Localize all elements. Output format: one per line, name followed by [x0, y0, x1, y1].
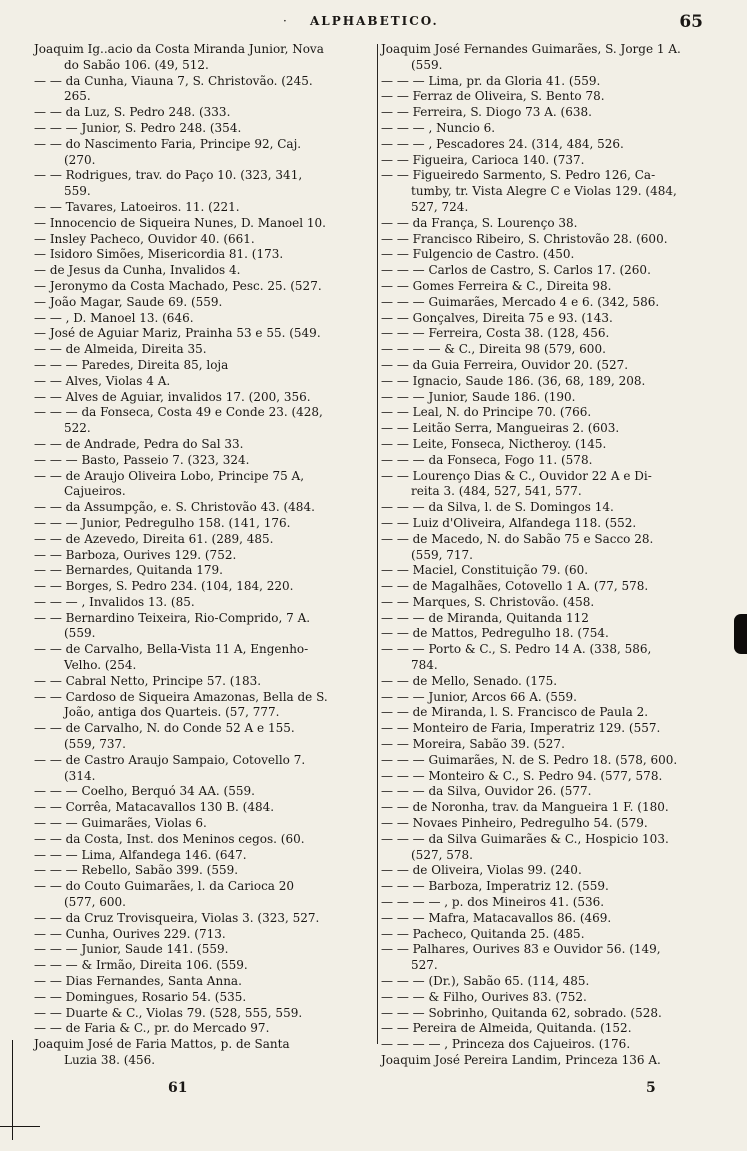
entry-text: — — — Mafra, Matacavallos 86. (469.: [381, 910, 612, 925]
entry-text: — — da Assumpção, e. S. Christovão 43. (484.: [34, 500, 315, 515]
directory-entry: [34, 1037, 377, 1069]
directory-entry: [381, 263, 709, 279]
directory-entry: [381, 911, 709, 927]
directory-entry: [381, 216, 709, 232]
directory-entry: [34, 200, 377, 216]
entry-text: — — Rodrigues, trav. do Paço 10. (323, 341,: [34, 168, 303, 183]
entry-text: — — de Carvalho, N. do Conde 52 A e 155.: [34, 721, 295, 736]
directory-entry: [381, 674, 709, 690]
left-column: [34, 42, 377, 1069]
directory-entry: [34, 848, 377, 864]
directory-entry: [381, 690, 709, 706]
entry-text: — — de Noronha, trav. da Mangueira 1 F. (180.: [381, 800, 669, 815]
entry-text: — — da França, S. Lourenço 38.: [381, 215, 578, 230]
entry-continuation: (559, 717.: [411, 547, 473, 562]
entry-continuation: (559, 737.: [64, 737, 126, 752]
entry-text: — — — Junior, Arcos 66 A. (559.: [381, 689, 577, 704]
entry-text: Joaquim José Fernandes Guimarães, S. Jorge 1 A.: [381, 42, 681, 56]
entry-text: — — Palhares, Ourives 83 e Ouvidor 56. (149,: [381, 942, 661, 957]
entry-text: — — Ignacio, Saude 186. (36, 68, 189, 208.: [381, 373, 646, 388]
entry-text: — — Ferreira, S. Diogo 73 A. (638.: [381, 105, 592, 120]
entry-text: — — da Costa, Inst. dos Meninos cegos. (60.: [34, 831, 305, 846]
entry-text: — — de Castro Araujo Sampaio, Cotovello 7.: [34, 752, 306, 767]
entry-text: — — — Guimarães, Mercado 4 e 6. (342, 586.: [381, 294, 660, 309]
directory-entry: [34, 816, 377, 832]
directory-entry: [34, 800, 377, 816]
entry-continuation: Velho. (254.: [64, 658, 137, 673]
entry-text: — — Cunha, Ourives 229. (713.: [34, 926, 226, 941]
directory-entry: [381, 311, 709, 327]
entry-text: — — Luiz d'Oliveira, Alfandega 118. (552.: [381, 515, 637, 530]
directory-entry: [34, 642, 377, 674]
entry-continuation: 527.: [411, 958, 438, 973]
directory-entry: [381, 721, 709, 737]
entry-text: — — de Macedo, N. do Sabão 75 e Sacco 28.: [381, 531, 654, 546]
entry-text: — — de Almeida, Direita 35.: [34, 342, 207, 357]
entry-text: — — de Azevedo, Direita 61. (289, 485.: [34, 531, 274, 546]
entry-continuation: tumby, tr. Vista Alegre C e Violas 129. (484,: [411, 184, 677, 199]
page-number: 65: [679, 12, 703, 32]
directory-entry: [381, 990, 709, 1006]
entry-text: — — de Araujo Oliveira Lobo, Principe 75 A,: [34, 468, 305, 483]
entry-continuation: (559.: [64, 626, 96, 641]
directory-entry: [381, 800, 709, 816]
entry-text: — — Cabral Netto, Principe 57. (183.: [34, 673, 262, 688]
entry-continuation: 559.: [64, 184, 91, 199]
entry-text: — — Corrêa, Matacavallos 130 B. (484.: [34, 800, 275, 815]
entry-text: — — Gomes Ferreira & C., Direita 98.: [381, 278, 612, 293]
directory-entry: [381, 769, 709, 785]
directory-entry: [34, 121, 377, 137]
ink-blot: [734, 614, 747, 654]
directory-entry: [34, 137, 377, 169]
entry-text: — Isidoro Simões, Misericordia 81. (173.: [34, 247, 284, 262]
margin-tick: [0, 1126, 40, 1127]
entry-text: — — Marques, S. Christovão. (458.: [381, 594, 595, 609]
entry-text: — — Novaes Pinheiro, Pedregulho 54. (579.: [381, 816, 648, 831]
directory-entry: [34, 500, 377, 516]
entry-text: Joaquim Ig..acio da Costa Miranda Junior, Nova: [34, 42, 324, 56]
directory-entry: [34, 263, 377, 279]
directory-entry: [381, 342, 709, 358]
entry-text: — — — da Silva, l. de S. Domingos 14.: [381, 500, 614, 515]
directory-entry: [34, 405, 377, 437]
entry-text: — — — da Silva Guimarães & C., Hospicio 103.: [381, 831, 669, 846]
directory-entry: [381, 42, 709, 74]
entry-text: — — — Lima, pr. da Gloria 41. (559.: [381, 73, 601, 88]
entry-text: — — — Ferreira, Costa 38. (128, 456.: [381, 326, 610, 341]
entry-text: — — de Magalhães, Cotovello 1 A. (77, 578.: [381, 579, 649, 594]
directory-entry: [381, 611, 709, 627]
entry-text: — — — Lima, Alfandega 146. (647.: [34, 847, 247, 862]
directory-entry: [34, 753, 377, 785]
directory-entry: [381, 500, 709, 516]
directory-entry: [381, 942, 709, 974]
directory-entry: [34, 1021, 377, 1037]
directory-entry: [34, 990, 377, 1006]
entry-continuation: 522.: [64, 421, 91, 436]
directory-entry: [34, 247, 377, 263]
directory-entry: [34, 958, 377, 974]
entry-continuation: (559.: [411, 57, 443, 72]
entry-text: — — da Luz, S. Pedro 248. (333.: [34, 105, 231, 120]
entry-text: — — — Monteiro & C., S. Pedro 94. (577, 578.: [381, 768, 663, 783]
right-column: [381, 42, 709, 1069]
directory-entry: [34, 168, 377, 200]
directory-entry: [381, 863, 709, 879]
signature-mark-left: 61: [168, 1080, 188, 1096]
directory-entry: [381, 705, 709, 721]
directory-entry: [381, 74, 709, 90]
entry-text: — — — Rebello, Sabão 399. (559.: [34, 863, 239, 878]
directory-entry: [34, 863, 377, 879]
directory-entry: [381, 737, 709, 753]
entry-text: — — — Barboza, Imperatriz 12. (559.: [381, 879, 609, 894]
column-divider: [377, 44, 378, 1044]
directory-entry: [34, 927, 377, 943]
entry-text: — — — , Invalidos 13. (85.: [34, 594, 195, 609]
directory-entry: [381, 642, 709, 674]
entry-text: — — — — & C., Direita 98 (579, 600.: [381, 342, 606, 357]
directory-entry: [34, 74, 377, 106]
directory-entry: [381, 895, 709, 911]
entry-text: — — — & Filho, Ourives 83. (752.: [381, 989, 587, 1004]
directory-entry: [34, 611, 377, 643]
entry-text: — — — (Dr.), Sabão 65. (114, 485.: [381, 974, 590, 989]
entry-text: — — Duarte & C., Violas 79. (528, 555, 559.: [34, 1005, 303, 1020]
entry-continuation: do Sabão 106. (49, 512.: [64, 57, 209, 72]
directory-entry: [381, 326, 709, 342]
directory-entry: [381, 579, 709, 595]
entry-text: — — — Sobrinho, Quitanda 62, sobrado. (528.: [381, 1005, 662, 1020]
margin-rule: [12, 1040, 13, 1140]
directory-entry: [34, 326, 377, 342]
directory-entry: [381, 405, 709, 421]
entry-continuation: 527, 724.: [411, 199, 469, 214]
directory-entry: [34, 390, 377, 406]
directory-entry: [381, 595, 709, 611]
entry-text: — João Magar, Saude 69. (559.: [34, 294, 223, 309]
directory-entry: [34, 342, 377, 358]
directory-entry: [381, 168, 709, 215]
entry-text: — — do Nascimento Faria, Principe 92, Caj.: [34, 136, 302, 151]
directory-entry: [381, 279, 709, 295]
entry-text: — — Monteiro de Faria, Imperatriz 129. (557.: [381, 721, 661, 736]
directory-entry: [381, 137, 709, 153]
directory-entry: [34, 105, 377, 121]
entry-text: — — de Carvalho, Bella-Vista 11 A, Engenho-: [34, 642, 309, 657]
entry-text: — — — de Miranda, Quitanda 112: [381, 610, 589, 625]
entry-text: — — — da Fonseca, Costa 49 e Conde 23. (428,: [34, 405, 323, 420]
directory-entry: [381, 1053, 709, 1069]
entry-text: — — — Coelho, Berquó 34 AA. (559.: [34, 784, 255, 799]
directory-entry: [34, 579, 377, 595]
entry-text: — — Maciel, Constituição 79. (60.: [381, 563, 589, 578]
directory-entry: [381, 879, 709, 895]
entry-text: — — Bernardino Teixeira, Rio-Comprido, 7 A.: [34, 610, 311, 625]
signature-mark-right: 5: [646, 1080, 656, 1096]
entry-continuation: João, antiga dos Quarteis. (57, 777.: [64, 705, 280, 720]
directory-entry: [34, 279, 377, 295]
directory-entry: [381, 532, 709, 564]
directory-entry: [381, 153, 709, 169]
entry-text: — Jeronymo da Costa Machado, Pesc. 25. (527.: [34, 278, 322, 293]
directory-entry: [381, 469, 709, 501]
entry-continuation: (270.: [64, 152, 96, 167]
directory-entry: [381, 374, 709, 390]
directory-entry: [34, 42, 377, 74]
directory-entry: [381, 784, 709, 800]
entry-text: — — — Junior, S. Pedro 248. (354.: [34, 120, 242, 135]
entry-text: — — Pacheco, Quitanda 25. (485.: [381, 926, 585, 941]
directory-entry: [34, 563, 377, 579]
entry-text: — — de Miranda, l. S. Francisco de Paula 2.: [381, 705, 649, 720]
entry-text: — — — Porto & C., S. Pedro 14 A. (338, 586,: [381, 642, 652, 657]
entry-text: Joaquim José de Faria Mattos, p. de Santa: [34, 1037, 290, 1052]
entry-text: — — Leitão Serra, Mangueiras 2. (603.: [381, 421, 620, 436]
entry-text: — — — — , p. dos Mineiros 41. (536.: [381, 895, 605, 910]
directory-entry: [34, 974, 377, 990]
directory-entry: [381, 563, 709, 579]
entry-text: — — — Junior, Saude 141. (559.: [34, 942, 229, 957]
entry-text: — José de Aguiar Mariz, Prainha 53 e 55. (549.: [34, 326, 321, 341]
entry-text: — — da Guia Ferreira, Ouvidor 20. (527.: [381, 357, 629, 372]
directory-entry: [34, 832, 377, 848]
directory-entry: [381, 816, 709, 832]
entry-text: — — Cardoso de Siqueira Amazonas, Bella de S.: [34, 689, 328, 704]
directory-entry: [381, 295, 709, 311]
directory-entry: [381, 421, 709, 437]
directory-entry: [34, 721, 377, 753]
entry-text: — — — Paredes, Direita 85, loja: [34, 357, 229, 372]
entry-text: — — Alves de Aguiar, invalidos 17. (200, 356.: [34, 389, 311, 404]
directory-entry: [34, 453, 377, 469]
entry-text: — — Bernardes, Quitanda 179.: [34, 563, 223, 578]
entry-text: — — de Faria & C., pr. do Mercado 97.: [34, 1021, 270, 1036]
entry-text: — — — da Silva, Ouvidor 26. (577.: [381, 784, 592, 799]
entry-text: — — Figueira, Carioca 140. (737.: [381, 152, 585, 167]
entry-text: — — de Mattos, Pedregulho 18. (754.: [381, 626, 609, 641]
entry-text: — — Ferraz de Oliveira, S. Bento 78.: [381, 89, 605, 104]
directory-entry: [381, 232, 709, 248]
directory-entry: [381, 974, 709, 990]
entry-text: — — Pereira de Almeida, Quitanda. (152.: [381, 1021, 632, 1036]
entry-text: — — , D. Manoel 13. (646.: [34, 310, 194, 325]
entry-text: — — de Oliveira, Violas 99. (240.: [381, 863, 582, 878]
directory-entry: [34, 232, 377, 248]
directory-entry: [34, 311, 377, 327]
directory-entry: [34, 469, 377, 501]
directory-entry: [381, 1021, 709, 1037]
entry-text: — Insley Pacheco, Ouvidor 40. (661.: [34, 231, 255, 246]
entry-continuation: 784.: [411, 658, 438, 673]
directory-entry: [34, 595, 377, 611]
entry-text: — — Leite, Fonseca, Nictheroy. (145.: [381, 436, 607, 451]
entry-text: — — Moreira, Sabão 39. (527.: [381, 737, 565, 752]
entry-text: — — Barboza, Ourives 129. (752.: [34, 547, 237, 562]
entry-continuation: reita 3. (484, 527, 541, 577.: [411, 484, 582, 499]
header-mark: ·: [283, 14, 287, 28]
directory-entry: [34, 295, 377, 311]
entry-text: — de Jesus da Cunha, Invalidos 4.: [34, 263, 241, 278]
directory-entry: [34, 358, 377, 374]
entry-text: — — Francisco Ribeiro, S. Christovão 28. (600.: [381, 231, 668, 246]
entry-text: — — — Basto, Passeio 7. (323, 324.: [34, 452, 250, 467]
entry-continuation: Cajueiros.: [64, 484, 126, 499]
entry-continuation: (314.: [64, 768, 96, 783]
directory-entry: [381, 516, 709, 532]
entry-text: — — — & Irmão, Direita 106. (559.: [34, 958, 248, 973]
entry-text: — — Gonçalves, Direita 75 e 93. (143.: [381, 310, 613, 325]
entry-text: — — — Junior, Pedregulho 158. (141, 176.: [34, 515, 291, 530]
entry-text: — — Lourenço Dias & C., Ouvidor 22 A e Di-: [381, 468, 652, 483]
directory-entry: [34, 879, 377, 911]
entry-text: — — — , Nuncio 6.: [381, 120, 496, 135]
entry-text: — — — , Pescadores 24. (314, 484, 526.: [381, 136, 624, 151]
entry-text: — — da Cunha, Viauna 7, S. Christovão. (245.: [34, 73, 313, 88]
directory-entry: [34, 516, 377, 532]
entry-text: — — — da Fonseca, Fogo 11. (578.: [381, 452, 593, 467]
directory-entry: [34, 548, 377, 564]
entry-text: — — de Andrade, Pedra do Sal 33.: [34, 436, 244, 451]
directory-entry: [34, 437, 377, 453]
entry-text: — — Figueiredo Sarmento, S. Pedro 126, Ca-: [381, 168, 656, 183]
entry-text: — — da Cruz Trovisqueira, Violas 3. (323, 527.: [34, 910, 320, 925]
entry-text: — Innocencio de Siqueira Nunes, D. Manoel 10.: [34, 215, 326, 230]
directory-entry: [34, 374, 377, 390]
entry-continuation: Luzia 38. (456.: [64, 1053, 156, 1067]
running-title: ALPHABETICO.: [310, 14, 439, 28]
directory-entry: [381, 247, 709, 263]
directory-entry: [381, 453, 709, 469]
directory-entry: [381, 626, 709, 642]
directory-entry: [381, 390, 709, 406]
directory-entry: [381, 358, 709, 374]
entry-continuation: (527, 578.: [411, 847, 473, 862]
page-header: [0, 12, 747, 36]
directory-entry: [34, 690, 377, 722]
directory-entry: [381, 437, 709, 453]
entry-text: — — — Guimarães, N. de S. Pedro 18. (578, 600.: [381, 752, 678, 767]
directory-entry: [381, 832, 709, 864]
directory-entry: [381, 1006, 709, 1022]
entry-text: — — Domingues, Rosario 54. (535.: [34, 989, 247, 1004]
directory-entry: [34, 532, 377, 548]
directory-entry: [381, 105, 709, 121]
entry-text: — — Borges, S. Pedro 234. (104, 184, 220.: [34, 579, 294, 594]
entry-text: Joaquim José Pereira Landim, Princeza 136 A.: [381, 1053, 661, 1067]
entry-text: — — Alves, Violas 4 A.: [34, 373, 171, 388]
entry-text: — — Dias Fernandes, Santa Anna.: [34, 974, 242, 989]
entry-text: — — do Couto Guimarães, l. da Carioca 20: [34, 879, 295, 894]
directory-entry: [381, 753, 709, 769]
entry-continuation: 265.: [64, 89, 91, 104]
entry-continuation: (577, 600.: [64, 895, 126, 910]
directory-entry: [381, 927, 709, 943]
entry-text: — — Leal, N. do Principe 70. (766.: [381, 405, 592, 420]
entry-text: — — — Guimarães, Violas 6.: [34, 816, 207, 831]
directory-entry: [34, 216, 377, 232]
directory-entry: [34, 1006, 377, 1022]
directory-entry: [34, 674, 377, 690]
directory-entry: [34, 784, 377, 800]
entry-text: — — — Carlos de Castro, S. Carlos 17. (260.: [381, 263, 651, 278]
directory-entry: [34, 942, 377, 958]
directory-entry: [381, 89, 709, 105]
directory-entry: [381, 1037, 709, 1053]
entry-text: — — — — , Princeza dos Cajueiros. (176.: [381, 1037, 631, 1052]
entry-text: — — — Junior, Saude 186. (190.: [381, 389, 576, 404]
directory-entry: [381, 121, 709, 137]
entry-text: — — de Mello, Senado. (175.: [381, 673, 558, 688]
entry-text: — — Tavares, Latoeiros. 11. (221.: [34, 199, 240, 214]
directory-entry: [34, 911, 377, 927]
entry-text: — — Fulgencio de Castro. (450.: [381, 247, 575, 262]
